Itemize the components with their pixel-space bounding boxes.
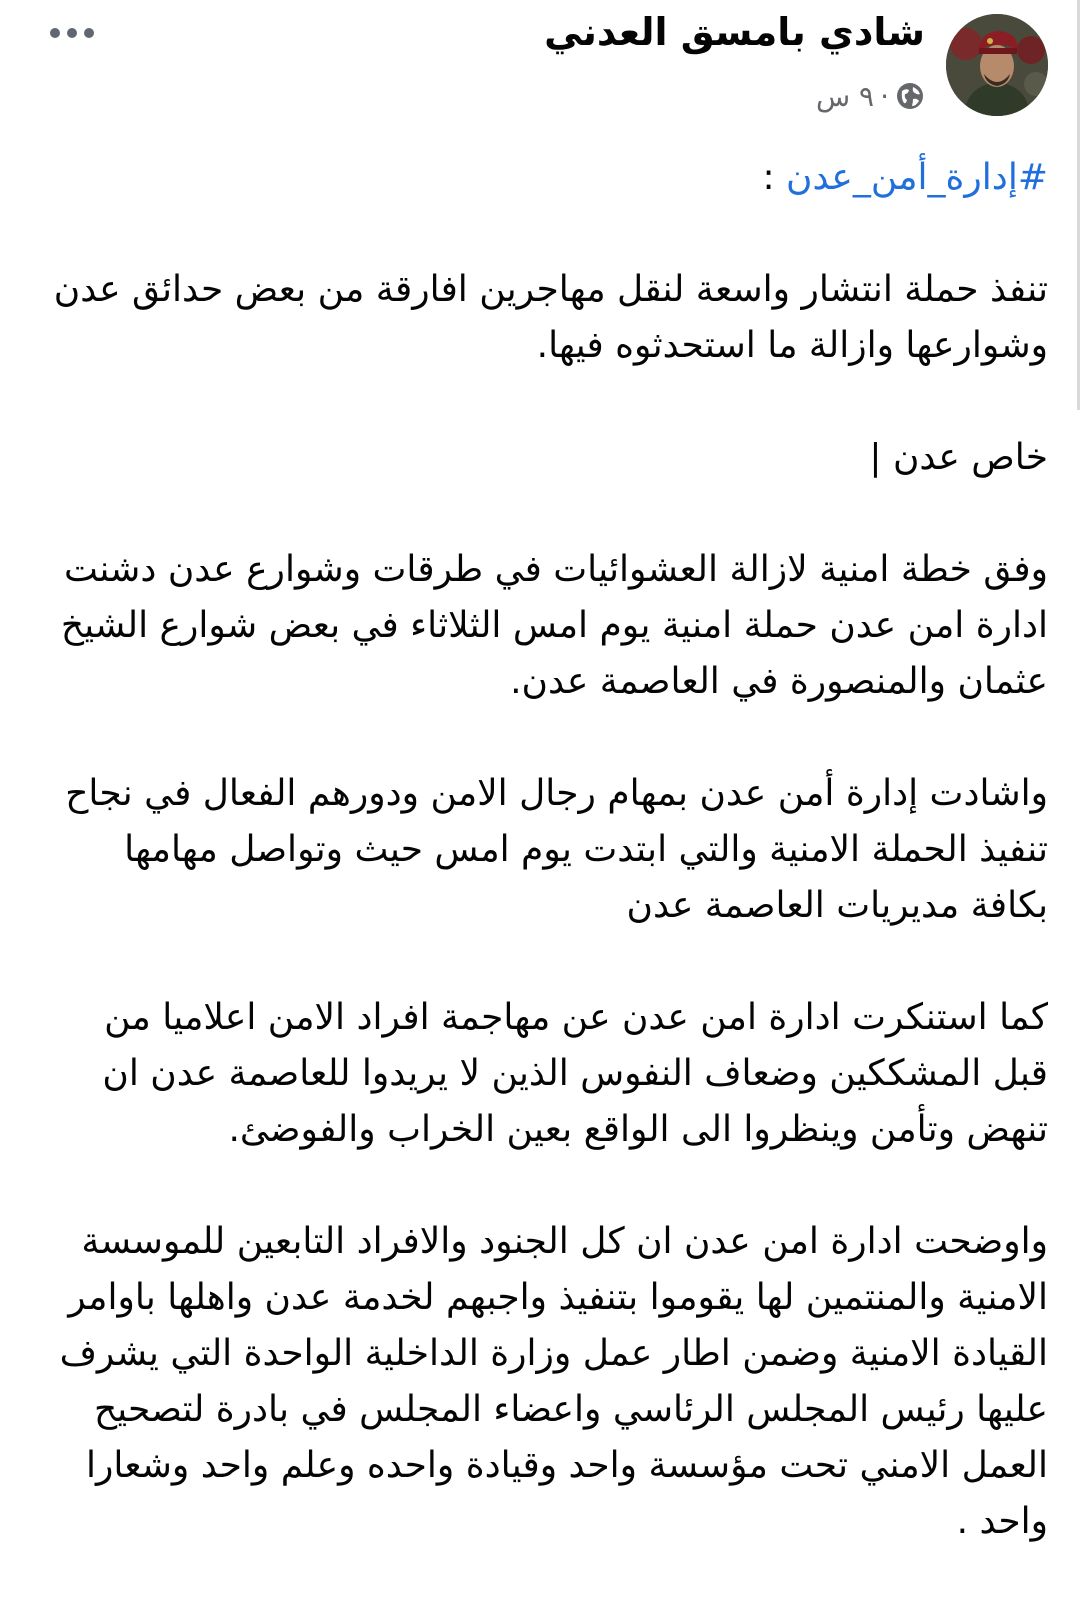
more-options-icon[interactable] <box>44 22 100 44</box>
post-paragraph: كما استنكرت ادارة امن عدن عن مهاجمة افراد الامن اعلاميا من قبل المشككين وضعاف النفوس الذين لا يريدوا للعاصمة عدن ان تنهض وتأمن وينظروا الى الواقع بعين الخراب والفوضئ. <box>102 997 1048 1150</box>
post-paragraph: واشادت إدارة أمن عدن بمهام رجال الامن ودورهم الفعال في نجاح تنفيذ الحملة الامنية والتي ابتدت يوم امس حيث وتواصل مهامها بكافة مديريات العاصمة عدن <box>65 773 1048 926</box>
post-paragraph: وفق خطة امنية لازالة العشوائيات في طرقات وشوارع عدن دشنت ادارة امن عدن حملة امنية يوم امس الثلاثاء في بعض شوارع الشيخ عثمان والمنصورة في العاصمة عدن. <box>60 549 1048 702</box>
meta-separator: · <box>880 79 889 113</box>
more-dot <box>67 28 77 38</box>
hashtag-suffix: : <box>762 157 787 198</box>
post-paragraph: خاص عدن | <box>869 437 1048 478</box>
globe-icon <box>895 81 925 111</box>
author-avatar[interactable] <box>946 14 1048 116</box>
hashtag-line <box>48 150 1048 206</box>
post-time[interactable]: ٩ س <box>815 79 875 113</box>
post-paragraph: تنفذ حملة انتشار واسعة لنقل مهاجرين افارقة من بعض حدائق عدن وشوارعها وازالة ما استحدثوه فيها. <box>53 269 1048 366</box>
more-dot <box>50 28 60 38</box>
avatar-photo <box>946 14 1048 116</box>
post-body <box>48 150 1048 1606</box>
author-name[interactable]: شادي بامسق العدني <box>544 10 925 54</box>
post-meta <box>816 76 925 116</box>
hashtag-link[interactable]: #إدارة_أمن_عدن <box>786 157 1048 198</box>
post-paragraph: واوضحت ادارة امن عدن ان كل الجنود والافراد التابعين للموسسة الامنية والمنتمين لها يقوموا بتنفيذ واجبهم لخدمة عدن واهلها باوامر القيادة الامنية وضمن اطار عمل وزارة الداخلية الواحدة التي يشرف عليها رئيس المجلس الرئاسي واعضاء المجلس في بادرة لتصحيح العمل الامني تحت مؤسسة واحد وقيادة واحده وعلم واحد وشعارا واحد . <box>59 1221 1048 1542</box>
post-header <box>0 0 1080 130</box>
more-dot <box>84 28 94 38</box>
